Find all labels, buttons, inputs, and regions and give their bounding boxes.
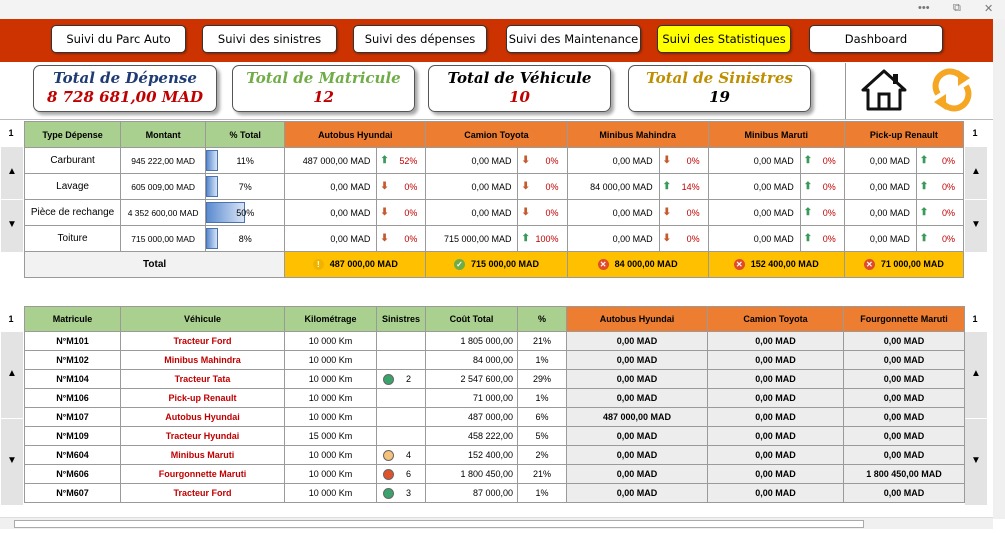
- cost-percent: 6%: [518, 408, 567, 427]
- cout-total: 2 547 600,00: [426, 370, 518, 389]
- cost-percent: 21%: [518, 332, 567, 351]
- expense-type: Toiture: [25, 226, 121, 252]
- arrow-up-icon: ⬆: [919, 181, 929, 192]
- kilometrage: 10 000 Km: [285, 389, 377, 408]
- arrow-down-icon: ⬇: [662, 155, 672, 166]
- vehicle-row: [25, 427, 965, 446]
- table1-page-number-right: 1: [972, 128, 978, 138]
- vehicle-row: [25, 465, 965, 484]
- vehicle-amount: 84 000,00 MAD: [567, 174, 659, 200]
- vehicle-name: Minibus Maruti: [121, 446, 285, 465]
- horizontal-scrollbar-thumb[interactable]: [14, 520, 864, 528]
- nav-suivi-parc-auto-button[interactable]: Suivi du Parc Auto: [51, 25, 186, 53]
- vehicle-cost: 0,00 MAD: [844, 332, 965, 351]
- status-icon: ✕: [598, 259, 609, 270]
- vehicle-cost: 0,00 MAD: [567, 389, 708, 408]
- total-cell: ✕ 84 000,00 MAD: [567, 252, 708, 278]
- sinistres: [377, 351, 426, 370]
- column-header: Matricule: [25, 307, 121, 332]
- vehicle-cost: 0,00 MAD: [708, 370, 844, 389]
- arrow-up-icon: ⬆: [521, 233, 530, 244]
- matricule: N°M109: [25, 427, 121, 446]
- vehicle-cost: 487 000,00 MAD: [567, 408, 708, 427]
- vehicle-percent: ⬆ 100%: [518, 226, 567, 252]
- vehicle-name: Autobus Hyundai: [121, 408, 285, 427]
- kpi-label: Total de Matricule: [246, 69, 401, 87]
- vehicle-amount: 0,00 MAD: [567, 226, 659, 252]
- nav-bar: [0, 19, 993, 62]
- home-icon[interactable]: [860, 68, 908, 112]
- arrow-down-icon: ⬇: [521, 207, 530, 218]
- status-dot-icon: [383, 469, 394, 480]
- arrow-down-icon: ⬇: [521, 181, 530, 192]
- arrow-down-icon: ⬇: [662, 207, 672, 218]
- expense-percent: 50%: [206, 200, 285, 226]
- vehicle-cost: 0,00 MAD: [708, 351, 844, 370]
- vehicle-percent: ⬆ 0%: [916, 148, 963, 174]
- vehicle-amount: 0,00 MAD: [426, 174, 518, 200]
- nav-suivi-maintenance-button[interactable]: Suivi des Maintenance: [506, 25, 641, 53]
- vehicle-name: Tracteur Tata: [121, 370, 285, 389]
- cout-total: 84 000,00: [426, 351, 518, 370]
- kpi-value: 10: [509, 88, 530, 106]
- vehicle-amount: 0,00 MAD: [567, 200, 659, 226]
- vehicle-percent: ⬆ 0%: [916, 200, 963, 226]
- kilometrage: 10 000 Km: [285, 446, 377, 465]
- table1-scroll-down-left[interactable]: ▼: [1, 200, 23, 252]
- status-icon: ✕: [864, 259, 875, 270]
- expense-row: [25, 226, 964, 252]
- vehicles-table: [24, 306, 965, 503]
- cost-percent: 2%: [518, 446, 567, 465]
- vehicle-percent: ⬇ 0%: [659, 226, 708, 252]
- vertical-scrollbar[interactable]: [993, 19, 1005, 519]
- expense-row: [25, 174, 964, 200]
- vehicle-row: [25, 351, 965, 370]
- status-icon: ✕: [734, 259, 745, 270]
- column-header: Sinistres: [377, 307, 426, 332]
- kpi-total-matricule: [232, 65, 415, 112]
- window-titlebar: [0, 0, 1005, 19]
- vehicle-cost: 0,00 MAD: [844, 389, 965, 408]
- nav-suivi-statistiques-button[interactable]: Suivi des Statistiques: [657, 25, 791, 53]
- nav-dashboard-button[interactable]: Dashboard: [809, 25, 943, 53]
- vehicle-cost: 0,00 MAD: [844, 370, 965, 389]
- column-header: Kilométrage: [285, 307, 377, 332]
- kpi-label: Total de Dépense: [53, 69, 197, 87]
- kpi-value: 19: [709, 88, 730, 106]
- expense-type: Pièce de rechange: [25, 200, 121, 226]
- sinistres: [377, 408, 426, 427]
- divider: [845, 63, 846, 120]
- vehicle-cost: 0,00 MAD: [844, 351, 965, 370]
- vehicle-amount: 715 000,00 MAD: [426, 226, 518, 252]
- vehicle-percent: ⬇ 0%: [518, 148, 567, 174]
- vehicle-cost: 0,00 MAD: [708, 389, 844, 408]
- vehicle-cost: 0,00 MAD: [567, 446, 708, 465]
- arrow-up-icon: ⬆: [803, 207, 813, 218]
- expense-amount: 4 352 600,00 MAD: [121, 200, 206, 226]
- kilometrage: 10 000 Km: [285, 408, 377, 427]
- status-dot-icon: [383, 374, 394, 385]
- table1-scroll-up-left[interactable]: ▲: [1, 147, 23, 199]
- table2-scroll-up-right[interactable]: ▲: [965, 332, 987, 418]
- kpi-value: 8 728 681,00 MAD: [46, 88, 204, 106]
- expense-amount: 945 222,00 MAD: [121, 148, 206, 174]
- vehicle-cost: 0,00 MAD: [567, 370, 708, 389]
- vehicle-column-header: Pick-up Renault: [844, 122, 963, 148]
- table2-scroll-down-left[interactable]: ▼: [1, 419, 23, 505]
- vehicle-name: Pick-up Renault: [121, 389, 285, 408]
- status-icon: !: [313, 259, 324, 270]
- matricule: N°M107: [25, 408, 121, 427]
- vehicle-percent: ⬆ 0%: [800, 174, 844, 200]
- matricule: N°M102: [25, 351, 121, 370]
- cout-total: 152 400,00: [426, 446, 518, 465]
- arrow-down-icon: ⬇: [380, 207, 389, 218]
- vehicle-amount: 0,00 MAD: [285, 174, 377, 200]
- expense-percent: 7%: [206, 174, 285, 200]
- kilometrage: 10 000 Km: [285, 465, 377, 484]
- cost-percent: 1%: [518, 484, 567, 503]
- total-cell: ✕ 71 000,00 MAD: [844, 252, 963, 278]
- vehicle-amount: 0,00 MAD: [708, 174, 800, 200]
- kilometrage: 10 000 Km: [285, 484, 377, 503]
- vehicle-name: Minibus Mahindra: [121, 351, 285, 370]
- column-header: Véhicule: [121, 307, 285, 332]
- table2-scroll-down-right[interactable]: ▼: [965, 419, 987, 505]
- vehicle-column-header: Minibus Mahindra: [567, 122, 708, 148]
- vehicle-amount: 0,00 MAD: [426, 148, 518, 174]
- kpi-value: 12: [313, 88, 334, 106]
- vehicle-cost: 0,00 MAD: [567, 427, 708, 446]
- vehicle-cost: 0,00 MAD: [844, 484, 965, 503]
- column-header: Coût Total: [426, 307, 518, 332]
- expense-amount: 715 000,00 MAD: [121, 226, 206, 252]
- vehicle-percent: ⬆ 0%: [800, 226, 844, 252]
- cout-total: 1 805 000,00: [426, 332, 518, 351]
- expense-type: Carburant: [25, 148, 121, 174]
- vehicle-amount: 0,00 MAD: [844, 174, 916, 200]
- refresh-icon[interactable]: [928, 68, 976, 112]
- vehicle-cost: 0,00 MAD: [844, 427, 965, 446]
- horizontal-scrollbar[interactable]: [0, 517, 993, 529]
- vehicle-amount: 0,00 MAD: [567, 148, 659, 174]
- vehicle-percent: ⬇ 0%: [377, 200, 426, 226]
- status-dot-icon: [383, 450, 394, 461]
- table1-scroll-down-right[interactable]: ▼: [965, 200, 987, 252]
- vehicle-name: Tracteur Hyundai: [121, 427, 285, 446]
- matricule: N°M104: [25, 370, 121, 389]
- cout-total: 71 000,00: [426, 389, 518, 408]
- kilometrage: 10 000 Km: [285, 370, 377, 389]
- nav-suivi-sinistres-button[interactable]: Suivi des sinistres: [202, 25, 337, 53]
- matricule: N°M106: [25, 389, 121, 408]
- cost-percent: 1%: [518, 389, 567, 408]
- vehicle-amount: 0,00 MAD: [285, 226, 377, 252]
- vehicle-name: Fourgonnette Maruti: [121, 465, 285, 484]
- arrow-up-icon: ⬆: [380, 155, 389, 166]
- total-label: Total: [25, 252, 285, 278]
- expense-percent: 8%: [206, 226, 285, 252]
- vehicle-row: [25, 408, 965, 427]
- expense-row: [25, 200, 964, 226]
- vehicle-cost: 0,00 MAD: [567, 484, 708, 503]
- kpi-total-depense: [33, 65, 217, 112]
- expense-percent: 11%: [206, 148, 285, 174]
- expense-row: [25, 148, 964, 174]
- vehicle-cost: 0,00 MAD: [708, 408, 844, 427]
- vehicle-percent: ⬇ 0%: [377, 174, 426, 200]
- column-header: Montant: [121, 122, 206, 148]
- table2-page-number-right: 1: [972, 314, 978, 324]
- table2-scroll-up-left[interactable]: ▲: [1, 332, 23, 418]
- vehicle-percent: ⬆ 0%: [916, 226, 963, 252]
- arrow-down-icon: ⬇: [662, 233, 672, 244]
- arrow-down-icon: ⬇: [521, 155, 530, 166]
- vehicle-amount: 0,00 MAD: [708, 226, 800, 252]
- vehicle-cost: 0,00 MAD: [708, 465, 844, 484]
- matricule: N°M606: [25, 465, 121, 484]
- kpi-label: Total de Sinistres: [646, 69, 793, 87]
- kpi-total-sinistres: [628, 65, 811, 112]
- arrow-up-icon: ⬆: [919, 155, 929, 166]
- vehicle-cost: 0,00 MAD: [708, 484, 844, 503]
- kilometrage: 10 000 Km: [285, 351, 377, 370]
- more-icon[interactable]: •••: [918, 2, 930, 14]
- vehicle-amount: 487 000,00 MAD: [285, 148, 377, 174]
- table2-page-number: 1: [8, 314, 14, 324]
- vehicle-row: [25, 484, 965, 503]
- column-header: % Total: [206, 122, 285, 148]
- arrow-down-icon: ⬇: [380, 181, 389, 192]
- cout-total: 487 000,00: [426, 408, 518, 427]
- arrow-down-icon: ⬇: [380, 233, 389, 244]
- vehicle-cost: 0,00 MAD: [708, 427, 844, 446]
- kpi-total-vehicule: [428, 65, 611, 112]
- vehicle-cost: 0,00 MAD: [844, 446, 965, 465]
- cout-total: 1 800 450,00: [426, 465, 518, 484]
- arrow-up-icon: ⬆: [662, 181, 672, 192]
- cout-total: 87 000,00: [426, 484, 518, 503]
- vehicle-cost: 0,00 MAD: [844, 408, 965, 427]
- vehicle-percent: ⬆ 14%: [659, 174, 708, 200]
- vehicle-amount: 0,00 MAD: [285, 200, 377, 226]
- total-cell: ! 487 000,00 MAD: [285, 252, 426, 278]
- sinistres: 2: [377, 370, 426, 389]
- vehicle-percent: ⬆ 0%: [800, 200, 844, 226]
- vehicle-amount: 0,00 MAD: [708, 200, 800, 226]
- expenses-table: [24, 121, 964, 278]
- arrow-up-icon: ⬆: [803, 181, 813, 192]
- vehicle-percent: ⬇ 0%: [659, 200, 708, 226]
- vehicle-row: [25, 446, 965, 465]
- vehicle-name: Tracteur Ford: [121, 332, 285, 351]
- table1-scroll-up-right[interactable]: ▲: [965, 147, 987, 199]
- vehicle-column-header: Autobus Hyundai: [567, 307, 708, 332]
- vehicle-percent: ⬇ 0%: [518, 174, 567, 200]
- vehicle-column-header: Camion Toyota: [426, 122, 567, 148]
- matricule: N°M607: [25, 484, 121, 503]
- vehicle-amount: 0,00 MAD: [844, 226, 916, 252]
- vehicle-percent: ⬆ 52%: [377, 148, 426, 174]
- vehicle-amount: 0,00 MAD: [426, 200, 518, 226]
- column-header: %: [518, 307, 567, 332]
- status-dot-icon: [383, 488, 394, 499]
- vehicle-amount: 0,00 MAD: [708, 148, 800, 174]
- vehicle-name: Tracteur Ford: [121, 484, 285, 503]
- matricule: N°M101: [25, 332, 121, 351]
- vehicle-amount: 0,00 MAD: [844, 148, 916, 174]
- expense-amount: 605 009,00 MAD: [121, 174, 206, 200]
- divider: [0, 119, 993, 120]
- arrow-up-icon: ⬆: [919, 233, 929, 244]
- vehicle-cost: 1 800 450,00 MAD: [844, 465, 965, 484]
- vehicle-column-header: Autobus Hyundai: [285, 122, 426, 148]
- vehicle-column-header: Minibus Maruti: [708, 122, 844, 148]
- vehicle-cost: 0,00 MAD: [567, 465, 708, 484]
- vehicle-percent: ⬇ 0%: [659, 148, 708, 174]
- total-row: [25, 252, 964, 278]
- nav-suivi-depenses-button[interactable]: Suivi des dépenses: [353, 25, 487, 53]
- sinistres: 3: [377, 484, 426, 503]
- status-icon: ✓: [454, 259, 465, 270]
- restore-icon[interactable]: ⧉: [953, 2, 961, 14]
- sinistres: 4: [377, 446, 426, 465]
- sinistres: 6: [377, 465, 426, 484]
- table1-page-number: 1: [8, 128, 14, 138]
- vehicle-column-header: Camion Toyota: [708, 307, 844, 332]
- cost-percent: 1%: [518, 351, 567, 370]
- vehicle-percent: ⬇ 0%: [377, 226, 426, 252]
- close-icon[interactable]: ✕: [984, 3, 994, 15]
- vehicle-cost: 0,00 MAD: [708, 446, 844, 465]
- arrow-up-icon: ⬆: [919, 207, 929, 218]
- vehicle-cost: 0,00 MAD: [567, 351, 708, 370]
- kilometrage: 15 000 Km: [285, 427, 377, 446]
- expense-type: Lavage: [25, 174, 121, 200]
- cout-total: 458 222,00: [426, 427, 518, 446]
- cost-percent: 21%: [518, 465, 567, 484]
- sinistres: [377, 332, 426, 351]
- column-header: Type Dépense: [25, 122, 121, 148]
- vehicle-row: [25, 370, 965, 389]
- vehicle-row: [25, 332, 965, 351]
- kpi-label: Total de Véhicule: [447, 69, 592, 87]
- vehicle-amount: 0,00 MAD: [844, 200, 916, 226]
- matricule: N°M604: [25, 446, 121, 465]
- total-cell: ✕ 152 400,00 MAD: [708, 252, 844, 278]
- vehicle-cost: 0,00 MAD: [567, 332, 708, 351]
- kilometrage: 10 000 Km: [285, 332, 377, 351]
- cost-percent: 29%: [518, 370, 567, 389]
- vehicle-percent: ⬆ 0%: [800, 148, 844, 174]
- vehicle-row: [25, 389, 965, 408]
- arrow-up-icon: ⬆: [803, 155, 813, 166]
- vehicle-percent: ⬇ 0%: [518, 200, 567, 226]
- total-cell: ✓ 715 000,00 MAD: [426, 252, 567, 278]
- cost-percent: 5%: [518, 427, 567, 446]
- vehicle-cost: 0,00 MAD: [708, 332, 844, 351]
- arrow-up-icon: ⬆: [803, 233, 813, 244]
- vehicle-column-header: Fourgonnette Maruti: [844, 307, 965, 332]
- vehicle-percent: ⬆ 0%: [916, 174, 963, 200]
- sinistres: [377, 427, 426, 446]
- sinistres: [377, 389, 426, 408]
